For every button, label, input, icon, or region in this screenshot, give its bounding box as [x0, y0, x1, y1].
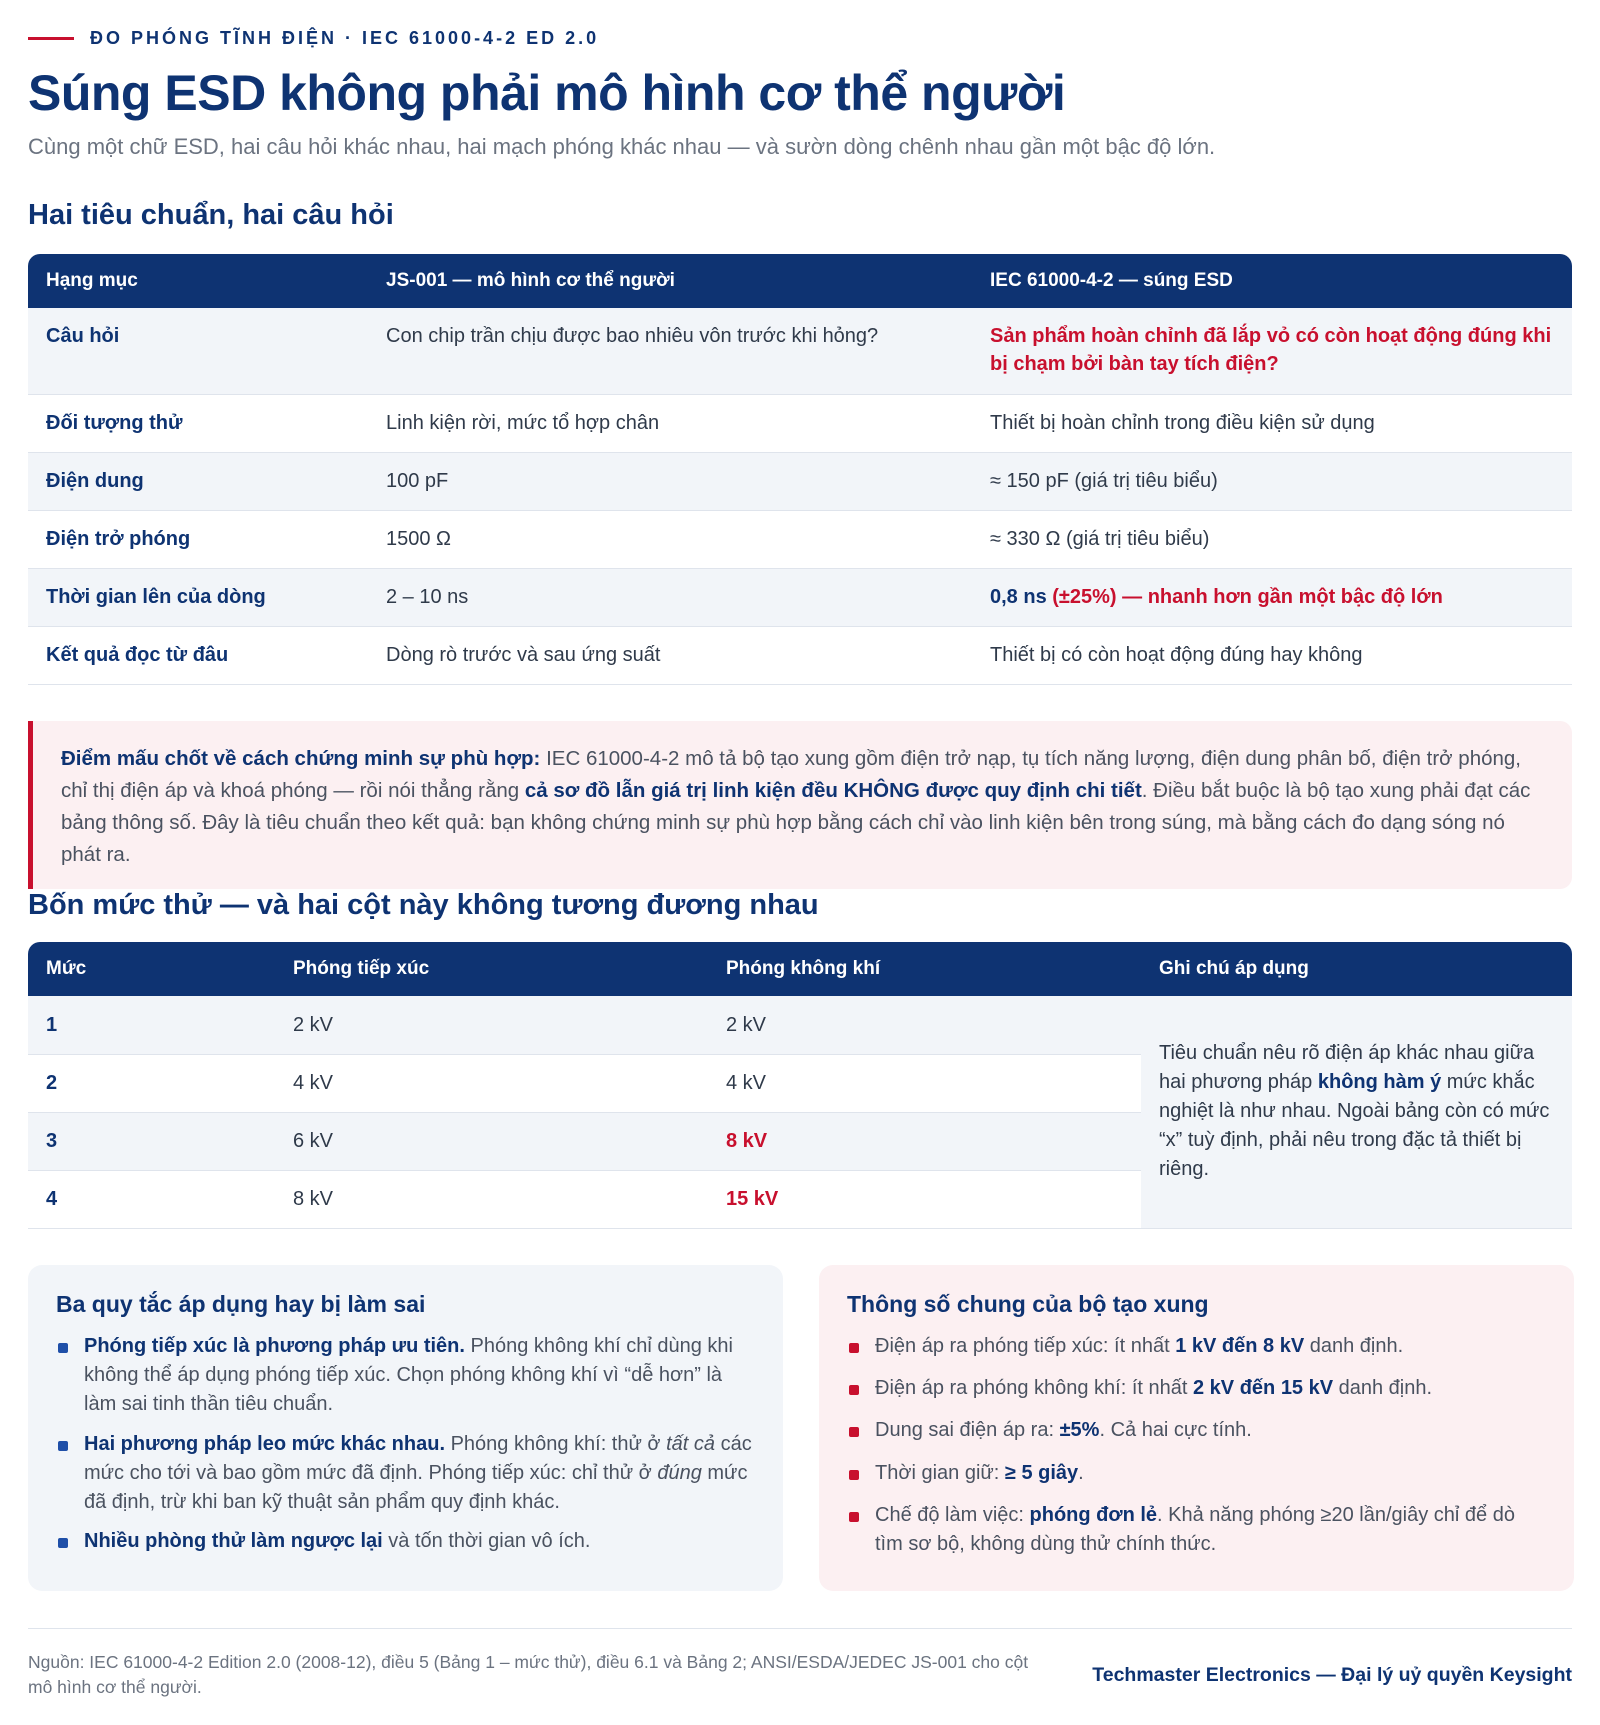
- row-label: Kết quả đọc từ đâu: [28, 626, 368, 684]
- column-header: Phóng tiếp xúc: [275, 942, 708, 996]
- list-item: [847, 1416, 1546, 1445]
- rules-card: [28, 1265, 783, 1591]
- item-bold: Nhiều phòng thử làm ngược lại: [84, 1530, 383, 1553]
- level-cell: 2: [28, 1054, 275, 1112]
- item-text: và tốn thời gian vô ích.: [382, 1530, 591, 1553]
- callout-text: . Điều bắt buộc là bộ tạo xung phải đạt các bảng thông số. Đây là tiêu chuẩn theo kết quả: bạn không chứng minh sự phù hợp bằng cách chỉ vào linh kiện bên trong súng, mà bằng cách đo dạng sóng nó phát ra.: [61, 778, 1531, 866]
- table-row: [28, 626, 1572, 684]
- item-bold: ≥ 5 giây: [1004, 1461, 1079, 1484]
- eyebrow: [28, 28, 599, 49]
- list-item: [56, 1527, 755, 1556]
- accent-rule: [28, 37, 74, 40]
- rise-time-value: 0,8 ns: [990, 585, 1047, 608]
- eyebrow-text: ĐO PHÓNG TĨNH ĐIỆN · IEC 61000-4-2 ED 2.0: [90, 28, 600, 48]
- note-text: mức khắc nghiệt là như nhau. Ngoài bảng còn có mức “x” tuỳ định, phải nêu trong đặc tả thiết bị riêng.: [1159, 1071, 1550, 1181]
- iec-cell: [972, 568, 1572, 626]
- table-row: [28, 996, 1572, 1054]
- source-note: Nguồn: IEC 61000-4-2 Edition 2.0 (2008-12), điều 5 (Bảng 1 – mức thử), điều 6.1 và Bảng 2; ANSI/ESDA/JEDEC JS-001 cho cột mô hình cơ thể người.: [28, 1652, 1029, 1698]
- js001-cell: 2 – 10 ns: [368, 568, 972, 626]
- item-text: Phóng không khí chỉ dùng khi không thể áp dụng phóng tiếp xúc. Chọn phóng không khí vì “dễ hơn” là làm sai tinh thần tiêu chuẩn.: [84, 1335, 733, 1416]
- level-cell: 4: [28, 1170, 275, 1228]
- air-cell: 4 kV: [708, 1054, 1141, 1112]
- column-header: Hạng mục: [28, 254, 368, 308]
- column-header: Ghi chú áp dụng: [1141, 942, 1572, 996]
- column-header: Mức: [28, 942, 275, 996]
- iec-cell: Thiết bị hoàn chỉnh trong điều kiện sử dụng: [972, 394, 1572, 452]
- table-header-row: [28, 254, 1572, 308]
- item-italic: tất cả: [666, 1432, 716, 1455]
- generator-specs-card: [819, 1265, 1574, 1591]
- table-row: [28, 308, 1572, 394]
- table-row: [28, 568, 1572, 626]
- contact-cell: 6 kV: [275, 1112, 708, 1170]
- item-text: Thời gian giữ:: [875, 1461, 1005, 1484]
- js001-cell: Con chip trần chịu được bao nhiêu vôn trước khi hỏng?: [368, 308, 972, 394]
- page-subtitle: Cùng một chữ ESD, hai câu hỏi khác nhau, hai mạch phóng khác nhau — và sườn dòng chênh nhau gần một bậc độ lớn.: [28, 134, 1216, 159]
- item-text: danh định.: [1333, 1377, 1433, 1400]
- contact-cell: 4 kV: [275, 1054, 708, 1112]
- item-bold: Phóng tiếp xúc là phương pháp ưu tiên.: [84, 1335, 465, 1357]
- item-bold: phóng đơn lẻ: [1029, 1503, 1158, 1526]
- specs-list: [847, 1332, 1546, 1559]
- item-text: Dung sai điện áp ra:: [875, 1419, 1060, 1442]
- level-cell: 3: [28, 1112, 275, 1170]
- callout-lead: Điểm mấu chốt về cách chứng minh sự phù hợp:: [61, 747, 541, 770]
- row-label: Câu hỏi: [28, 308, 368, 394]
- footer-divider: [28, 1628, 1572, 1629]
- item-bold: 2 kV đến 15 kV: [1193, 1377, 1334, 1400]
- brand-line: Techmaster Electronics — Đại lý uỷ quyền Keysight: [1092, 1664, 1572, 1686]
- item-text: Điện áp ra phóng tiếp xúc: ít nhất: [875, 1335, 1176, 1357]
- item-text: . Cả hai cực tính.: [1099, 1419, 1252, 1442]
- list-item: [847, 1332, 1546, 1361]
- iec-cell: ≈ 150 pF (giá trị tiêu biểu): [972, 452, 1572, 510]
- card-heading: Thông số chung của bộ tạo xung: [847, 1291, 1209, 1317]
- js001-cell: Dòng rò trước và sau ứng suất: [368, 626, 972, 684]
- iec-cell: Thiết bị có còn hoạt động đúng hay không: [972, 626, 1572, 684]
- column-header: IEC 61000-4-2 — súng ESD: [972, 254, 1572, 308]
- item-text: các mức cho tới và bao gồm mức đã định. Phóng tiếp xúc: chỉ thử ở: [84, 1432, 752, 1484]
- list-item: [56, 1332, 755, 1420]
- contact-cell: 8 kV: [275, 1170, 708, 1228]
- air-cell: 2 kV: [708, 996, 1141, 1054]
- rules-list: [56, 1332, 755, 1556]
- column-header: JS-001 — mô hình cơ thể người: [368, 254, 972, 308]
- standards-comparison-table: [28, 254, 1572, 685]
- contact-cell: 2 kV: [275, 996, 708, 1054]
- row-label: Điện dung: [28, 452, 368, 510]
- application-note: [1141, 996, 1572, 1228]
- item-text: Phóng không khí: thử ở: [445, 1432, 667, 1455]
- iec-cell: ≈ 330 Ω (giá trị tiêu biểu): [972, 510, 1572, 568]
- js001-cell: 1500 Ω: [368, 510, 972, 568]
- table-row: [28, 394, 1572, 452]
- page-title: Súng ESD không phải mô hình cơ thể người: [28, 65, 1066, 121]
- air-cell-highlight: 8 kV: [708, 1112, 1141, 1170]
- row-label: Thời gian lên của dòng: [28, 568, 368, 626]
- level-cell: 1: [28, 996, 275, 1054]
- item-bold: 1 kV đến 8 kV: [1175, 1335, 1305, 1357]
- rise-time-note: (±25%) — nhanh hơn gần một bậc độ lớn: [1046, 585, 1443, 608]
- section-heading-standards: Hai tiêu chuẩn, hai câu hỏi: [28, 199, 394, 231]
- item-bold: Hai phương pháp leo mức khác nhau.: [84, 1432, 446, 1455]
- table-row: [28, 510, 1572, 568]
- callout-text: IEC 61000-4-2 mô tả bộ tạo xung gồm điện trở nạp, tụ tích năng lượng, điện dung phân bố, điện trở phóng, chỉ thị điện áp và khoá phóng — rồi nói thẳng rằng: [61, 747, 1522, 802]
- note-emphasis: không hàm ý: [1317, 1071, 1442, 1094]
- conformity-callout: [28, 721, 1572, 889]
- item-text: mức đã định, trừ khi ban kỹ thuật sản phẩm quy định khác.: [84, 1461, 748, 1513]
- list-item: [847, 1501, 1546, 1559]
- item-bold: ±5%: [1059, 1419, 1100, 1442]
- list-item: [847, 1459, 1546, 1488]
- table-row: [28, 452, 1572, 510]
- item-text: Chế độ làm việc:: [875, 1503, 1030, 1526]
- js001-cell: 100 pF: [368, 452, 972, 510]
- item-text: . Khả năng phóng ≥20 lần/giây chỉ để dò tìm sơ bộ, không dùng thử chính thức.: [875, 1503, 1515, 1555]
- table-header-row: [28, 942, 1572, 996]
- list-item: [56, 1430, 755, 1518]
- card-heading: Ba quy tắc áp dụng hay bị làm sai: [56, 1291, 426, 1317]
- iec-cell-highlight: Sản phẩm hoàn chỉnh đã lắp vỏ có còn hoạt động đúng khi bị chạm bởi bàn tay tích điện?: [972, 308, 1572, 394]
- row-label: Đối tượng thử: [28, 394, 368, 452]
- item-italic: đúng: [657, 1461, 702, 1484]
- callout-emphasis: cả sơ đồ lẫn giá trị linh kiện đều KHÔNG được quy định chi tiết: [524, 778, 1142, 802]
- air-cell-highlight: 15 kV: [708, 1170, 1141, 1228]
- column-header: Phóng không khí: [708, 942, 1141, 996]
- list-item: [847, 1374, 1546, 1403]
- row-label: Điện trở phóng: [28, 510, 368, 568]
- item-text: .: [1078, 1461, 1084, 1484]
- item-text: Điện áp ra phóng không khí: ít nhất: [875, 1377, 1193, 1400]
- section-heading-levels: Bốn mức thử — và hai cột này không tương đương nhau: [28, 889, 819, 921]
- js001-cell: Linh kiện rời, mức tổ hợp chân: [368, 394, 972, 452]
- test-levels-table: [28, 942, 1572, 1229]
- note-text: Tiêu chuẩn nêu rõ điện áp khác nhau giữa hai phương pháp: [1159, 1042, 1535, 1094]
- item-text: danh định.: [1304, 1335, 1404, 1357]
